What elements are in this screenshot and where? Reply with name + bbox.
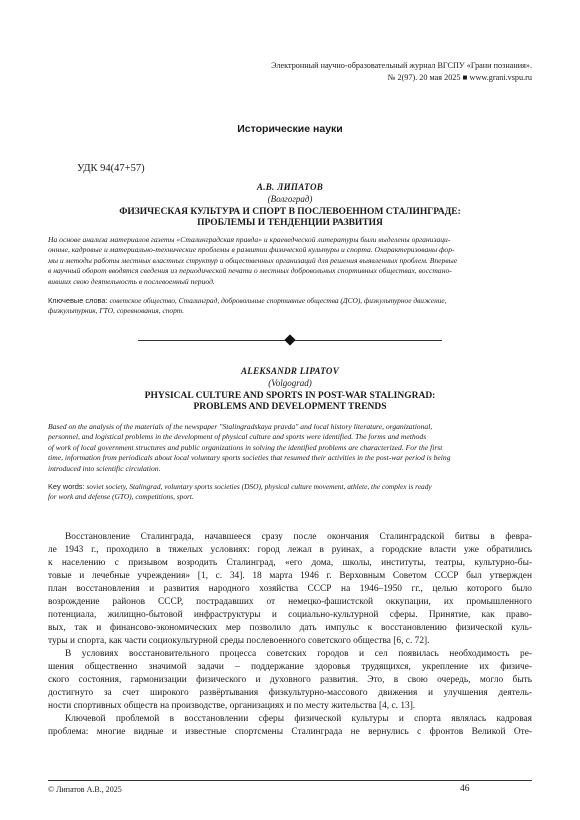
abstract-en-line: of work of local government structures and public organizations in solving the identified problems are characterized. For the first (48, 442, 443, 452)
body-line: возрождение районов СССР, пострадавших от немецко-фашистской оккупации, их промышленного (48, 597, 532, 607)
body-line: ского состояния, гармонизации физического и духовного развития. Это, в свою очередь, могло быть (48, 675, 532, 685)
keywords-ru-text: советское общество, Сталинград, добровольные спортивные общества (ДСО), физкультурное движение, (109, 296, 447, 305)
body-line: план восстановления и развития народного хозяйства СССР на 1946–1950 гг., целью которого было (48, 584, 532, 594)
keywords-en-text: soviet society, Stalingrad, voluntary sports societies (DSO), physical culture movement, athlete, the complex is ready (86, 482, 432, 491)
body-line: потенциала, жилищно-бытовой инфраструктуры и социально-культурной сферы. Принятие, как право- (48, 610, 532, 620)
abstract-en-line: time, information from periodicals about local voluntary sports societies that resumed their activities in the post-war period is being (48, 453, 451, 463)
city-ru: (Волгоград) (267, 194, 313, 204)
paragraph-1 (48, 531, 532, 648)
keywords-ru-label: Ключевые слова: (48, 296, 108, 305)
abstract-en-line: personnel, and logistical problems in the development of physical culture and sports were identified. The forms and methods (48, 432, 427, 442)
author-ru: А.В. ЛИПАТОВ (256, 182, 324, 192)
article-title-ru (0, 207, 580, 229)
abstract-en-line: introduced into scientific circulation. (48, 463, 161, 473)
keywords-ru-text: физкультурник, ГТО, соревнования, спорт. (48, 306, 184, 316)
abstract-ru-line: в научный оборот вводятся сведения из периодической печати о местных добровольных спортивных обществах, восстано- (48, 266, 452, 276)
body-line: Ключевой проблемой в восстановлении сферы физической культуры и спорта являлась кадровая (65, 714, 532, 724)
copyright: © Липатов А.В., 2025 (48, 785, 122, 794)
body-line: шения общественно значимой задачи – поддержание здоровья трудящихся, укрепление их физиче- (48, 662, 532, 672)
journal-name: Электронный научно-образовательный журнал ВГСПУ «Грани познания». (271, 61, 532, 70)
divider-diamond-icon (284, 334, 295, 345)
journal-header (240, 60, 532, 84)
city-en: (Volgograd) (268, 378, 312, 388)
body-line: проблема: многие видные и известные спортсмены Сталинграда не вернулись с фронтов Великой Оте- (48, 727, 532, 737)
body-line: ности спортивных обществ на производстве, организациях и по месту жительства [4, с. 13]. (48, 701, 416, 711)
abstract-ru-line: вивших свою деятельность в послевоенный период. (48, 276, 215, 286)
body-line: В условиях восстановительного процесса советских городов и сел появилась необходимость ре- (65, 649, 532, 659)
body-text (48, 531, 532, 739)
keywords-en (48, 482, 532, 503)
abstract-ru-line: мы и методы работы местных властных структур и общественных организаций для решения выявленных проблем. Впервые (48, 255, 458, 265)
author-en: ALEKSANDR LIPATOV (240, 366, 340, 376)
udk-code: УДК 94(47+57) (77, 163, 145, 174)
page-number: 46 (460, 784, 470, 794)
keywords-en-text: for work and defense (GTO), competitions, sport. (48, 492, 194, 502)
paragraph-2 (48, 648, 532, 713)
abstract-ru (48, 235, 532, 287)
body-line: товые и лечебные учреждения» [1, с. 34]. 18 марта 1946 г. Верховным Советом СССР был утвержден (48, 571, 532, 581)
body-line: вых, так и финансово-экономических мер позволило дать импульс к восстановлению физической куль- (48, 623, 532, 633)
body-line: туры и спорта, как части социокультурной среды послевоенного советского общества [6, с. 72]. (48, 636, 430, 646)
abstract-en (48, 422, 532, 474)
title-en-line: PHYSICAL CULTURE AND SPORTS IN POST-WAR STALINGRAD: (144, 391, 436, 401)
abstract-en-line: Based on the analysis of the materials of the newspaper "Stalingradskaya pravda" and local history literature, organizational, (48, 422, 433, 431)
paragraph-3 (48, 713, 532, 739)
footer-divider (48, 780, 532, 781)
title-en-line: PROBLEMS AND DEVELOPMENT TRENDS (193, 402, 387, 412)
abstract-ru-line: На основе анализа материалов газеты «Сталинградская правда» и краеведческой литературы были выделены организаци- (48, 235, 451, 244)
title-ru-line: ФИЗИЧЕСКАЯ КУЛЬТУРА И СПОРТ В ПОСЛЕВОЕННОМ СТАЛИНГРАДЕ: (119, 207, 461, 217)
body-line: Восстановление Сталинграда, начавшееся сразу после окончания Сталинградской битвы в февра- (65, 532, 532, 542)
abstract-ru-line: онные, кадровые и материально-технические проблемы в развитии физической культуры и спорта. Охарактеризованы фор- (48, 245, 455, 255)
title-ru-line: ПРОБЛЕМЫ И ТЕНДЕНЦИИ РАЗВИТИЯ (197, 218, 383, 228)
keywords-ru (48, 296, 532, 317)
article-title-en (0, 391, 580, 413)
body-line: ле 1943 г., проходило в тяжелых условиях: город лежал в руинах, а городские власти уже обратились (48, 545, 532, 555)
keywords-en-label: Key words: (48, 482, 85, 491)
body-line: к населению с призывом возродить Сталинград, «его дома, школы, институты, театры, культурно-бы- (48, 558, 532, 568)
section-title: Исторические науки (237, 123, 343, 135)
journal-issue: № 2(97). 20 мая 2025 ■ www.grani.vspu.ru (387, 73, 532, 82)
body-line: достигнуто за счет широкого развёртывания физкультурно-массового движения и улучшения деятель- (48, 688, 532, 698)
